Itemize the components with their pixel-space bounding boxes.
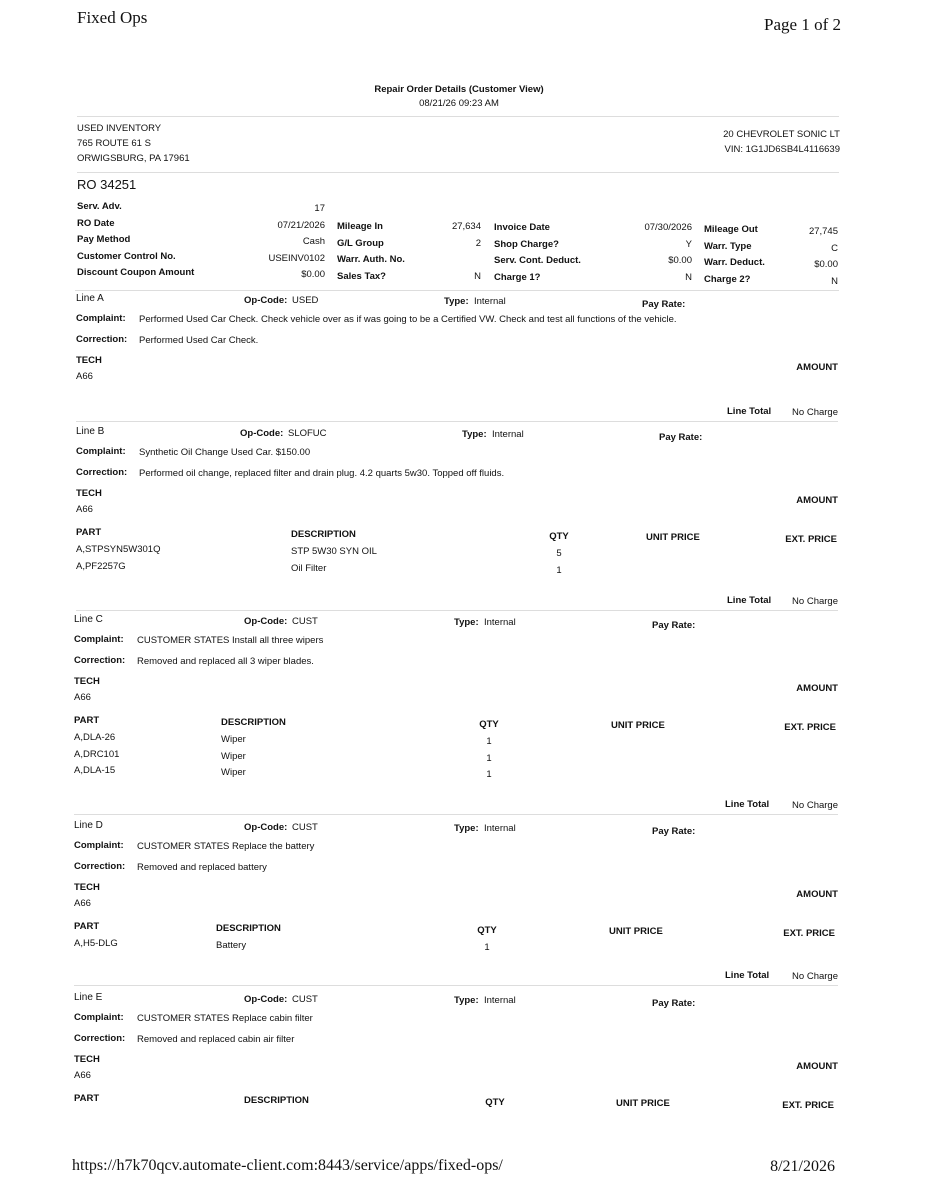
tech-label: TECH	[74, 1054, 100, 1065]
correction-text: Removed and replaced battery	[137, 862, 267, 873]
parts-header-description: DESCRIPTION	[216, 923, 281, 934]
ro-field-value: 27,745	[808, 226, 838, 237]
opcode-label: Op-Code:	[244, 295, 288, 306]
part-description: Wiper	[221, 750, 246, 762]
part-number: A,H5-DLG	[74, 938, 118, 949]
part-qty: 1	[484, 942, 490, 953]
ro-field-label: Warr. Auth. No.	[337, 254, 405, 265]
tech-value: A66	[74, 898, 91, 909]
footer-date: 8/21/2026	[770, 1158, 835, 1175]
tech-label: TECH	[76, 355, 102, 366]
type-label: Type:	[444, 296, 469, 307]
type-value: Internal	[484, 995, 516, 1006]
pay-rate-label: Pay Rate:	[642, 299, 686, 310]
part-description: Oil Filter	[291, 562, 327, 574]
parts-header-unit-price: UNIT PRICE	[616, 1098, 670, 1109]
divider	[74, 814, 838, 815]
owner-city: ORWIGSBURG, PA 17961	[77, 153, 190, 164]
parts-header-ext-price: EXT. PRICE	[785, 534, 837, 545]
line-total-label: Line Total	[725, 970, 770, 981]
ro-field-label: Discount Coupon Amount	[77, 267, 195, 278]
opcode-value: CUST	[292, 994, 318, 1005]
ro-field-value: USEINV0102	[268, 252, 325, 264]
correction-text: Performed oil change, replaced filter and drain plug. 4.2 quarts 5w30. Topped off fluids.	[139, 468, 505, 479]
parts-header-part: PART	[74, 1093, 100, 1104]
amount-label: AMOUNT	[796, 362, 838, 373]
ro-field-value: N	[685, 271, 692, 283]
ro-number: RO 34251	[77, 177, 137, 192]
vehicle-vin: VIN: 1G1JD6SB4L4116639	[724, 144, 840, 155]
part-number: A,DRC101	[74, 748, 120, 760]
correction-text: Removed and replaced cabin air filter	[137, 1034, 295, 1045]
opcode-label: Op-Code:	[244, 822, 288, 833]
parts-header-description: DESCRIPTION	[244, 1095, 309, 1106]
parts-header-ext-price: EXT. PRICE	[784, 722, 836, 733]
part-number: A,STPSYN5W301Q	[76, 544, 161, 555]
vehicle-model: 20 CHEVROLET SONIC LT	[723, 129, 840, 140]
ro-field-value: $0.00	[301, 269, 325, 280]
parts-header-qty: QTY	[485, 1097, 505, 1108]
pay-rate-label: Pay Rate:	[652, 620, 696, 631]
ro-field-label: Mileage In	[337, 221, 383, 232]
complaint-text: Performed Used Car Check. Check vehicle over as if was going to be a Certified VW. Check and test all functions of the vehicle.	[139, 314, 677, 325]
type-value: Internal	[492, 429, 524, 440]
opcode-value: CUST	[292, 822, 318, 833]
complaint-text: Synthetic Oil Change Used Car. $150.00	[139, 447, 311, 458]
type-value: Internal	[474, 296, 506, 307]
page-header-app: Fixed Ops	[77, 8, 148, 27]
tech-value: A66	[74, 692, 91, 703]
report-title: Repair Order Details (Customer View)	[374, 84, 544, 95]
amount-label: AMOUNT	[796, 683, 838, 694]
ro-field-label: Pay Method	[77, 234, 131, 245]
part-qty: 1	[486, 736, 492, 747]
complaint-label: Complaint:	[76, 313, 126, 324]
parts-header-part: PART	[74, 921, 100, 932]
correction-label: Correction:	[76, 467, 128, 478]
parts-header-ext-price: EXT. PRICE	[782, 1100, 834, 1111]
type-label: Type:	[454, 995, 479, 1006]
correction-text: Removed and replaced all 3 wiper blades.	[137, 656, 314, 667]
parts-header-ext-price: EXT. PRICE	[783, 928, 835, 939]
type-label: Type:	[462, 429, 487, 440]
correction-label: Correction:	[74, 655, 126, 666]
tech-label: TECH	[76, 488, 102, 499]
amount-label: AMOUNT	[796, 1061, 838, 1072]
tech-label: TECH	[74, 676, 100, 687]
parts-header-qty: QTY	[477, 925, 497, 936]
opcode-label: Op-Code:	[244, 994, 288, 1005]
parts-header-part: PART	[76, 527, 102, 538]
correction-text: Performed Used Car Check.	[139, 335, 259, 346]
amount-label: AMOUNT	[796, 889, 838, 900]
type-value: Internal	[484, 823, 516, 834]
type-label: Type:	[454, 617, 479, 628]
line-name: Line A	[76, 293, 104, 304]
ro-field-label: Warr. Type	[704, 240, 752, 252]
parts-header-unit-price: UNIT PRICE	[609, 926, 663, 937]
parts-header-unit-price: UNIT PRICE	[611, 720, 665, 731]
ro-field-value: C	[831, 242, 838, 254]
part-qty: 1	[556, 564, 562, 576]
tech-value: A66	[76, 371, 93, 382]
part-qty: 1	[486, 769, 492, 780]
correction-label: Correction:	[74, 1033, 126, 1044]
ro-field-value: 07/21/2026	[277, 219, 325, 231]
opcode-value: USED	[292, 295, 319, 306]
pay-rate-label: Pay Rate:	[659, 432, 703, 443]
ro-field-label: Serv. Cont. Deduct.	[494, 255, 581, 266]
ro-field-value: Y	[685, 238, 692, 250]
ro-field-value: $0.00	[814, 259, 838, 270]
line-total-value: No Charge	[792, 407, 838, 418]
divider	[76, 610, 838, 611]
ro-field-label: RO Date	[77, 217, 115, 229]
part-number: A,DLA-26	[74, 732, 116, 743]
ro-field-label: Charge 1?	[494, 271, 541, 283]
opcode-value: CUST	[292, 616, 318, 627]
ro-field-label: Customer Control No.	[77, 250, 176, 262]
parts-header-qty: QTY	[549, 531, 569, 542]
complaint-label: Complaint:	[76, 446, 126, 457]
part-description: Wiper	[221, 734, 246, 745]
ro-field-label: G/L Group	[337, 237, 384, 249]
owner-name: USED INVENTORY	[77, 123, 162, 134]
ro-field-value: 07/30/2026	[644, 222, 692, 233]
type-value: Internal	[484, 617, 516, 628]
line-total-value: No Charge	[792, 596, 838, 607]
ro-field-value: Cash	[302, 236, 325, 247]
ro-field-value: 2	[475, 237, 481, 249]
ro-field-value: $0.00	[668, 255, 692, 266]
ro-field-value: 17	[314, 203, 325, 214]
correction-label: Correction:	[74, 861, 126, 872]
part-description: Battery	[216, 940, 247, 951]
ro-field-label: Mileage Out	[704, 224, 758, 235]
opcode-label: Op-Code:	[244, 616, 288, 627]
complaint-label: Complaint:	[74, 840, 124, 851]
ro-field-value: N	[831, 275, 838, 287]
tech-value: A66	[74, 1070, 91, 1081]
opcode-label: Op-Code:	[240, 428, 284, 439]
ro-field-label: Charge 2?	[704, 273, 751, 285]
owner-address: 765 ROUTE 61 S	[77, 138, 151, 149]
line-total-label: Line Total	[727, 406, 772, 417]
footer-url: https://h7k70qcv.automate-client.com:8443/service/apps/fixed-ops/	[72, 1157, 503, 1174]
opcode-value: SLOFUC	[288, 428, 327, 439]
line-name: Line B	[76, 426, 105, 437]
divider	[76, 421, 838, 422]
complaint-text: CUSTOMER STATES Replace the battery	[137, 841, 315, 852]
line-name: Line D	[74, 820, 103, 831]
amount-label: AMOUNT	[796, 495, 838, 506]
line-name: Line E	[74, 992, 103, 1003]
pay-rate-label: Pay Rate:	[652, 826, 696, 837]
part-description: Wiper	[221, 767, 246, 778]
ro-field-value: N	[474, 270, 481, 282]
tech-value: A66	[76, 504, 93, 515]
correction-label: Correction:	[76, 334, 128, 345]
parts-header-part: PART	[74, 715, 100, 726]
complaint-label: Complaint:	[74, 634, 124, 645]
parts-header-unit-price: UNIT PRICE	[646, 532, 700, 543]
line-total-label: Line Total	[725, 799, 770, 810]
complaint-label: Complaint:	[74, 1012, 124, 1023]
parts-header-qty: QTY	[479, 719, 499, 730]
complaint-text: CUSTOMER STATES Install all three wipers	[137, 635, 324, 646]
part-qty: 1	[486, 752, 492, 764]
ro-field-label: Shop Charge?	[494, 238, 559, 250]
complaint-text: CUSTOMER STATES Replace cabin filter	[137, 1013, 313, 1024]
parts-header-description: DESCRIPTION	[291, 529, 356, 540]
part-qty: 5	[556, 548, 562, 559]
tech-label: TECH	[74, 882, 100, 893]
type-label: Type:	[454, 823, 479, 834]
parts-header-description: DESCRIPTION	[221, 717, 286, 728]
ro-field-label: Warr. Deduct.	[704, 257, 765, 268]
report-datetime: 08/21/26 09:23 AM	[419, 98, 499, 109]
ro-field-label: Invoice Date	[494, 222, 550, 233]
line-total-value: No Charge	[792, 971, 838, 982]
pay-rate-label: Pay Rate:	[652, 998, 696, 1009]
ro-field-label: Sales Tax?	[337, 270, 386, 282]
page-number: Page 1 of 2	[764, 15, 841, 34]
line-name: Line C	[74, 614, 103, 625]
ro-field-value: 27,634	[451, 221, 481, 232]
line-total-label: Line Total	[727, 595, 772, 606]
line-total-value: No Charge	[792, 800, 838, 811]
part-number: A,DLA-15	[74, 765, 116, 776]
divider	[74, 985, 838, 986]
part-number: A,PF2257G	[76, 560, 126, 572]
ro-field-label: Serv. Adv.	[77, 201, 122, 212]
part-description: STP 5W30 SYN OIL	[291, 546, 377, 557]
